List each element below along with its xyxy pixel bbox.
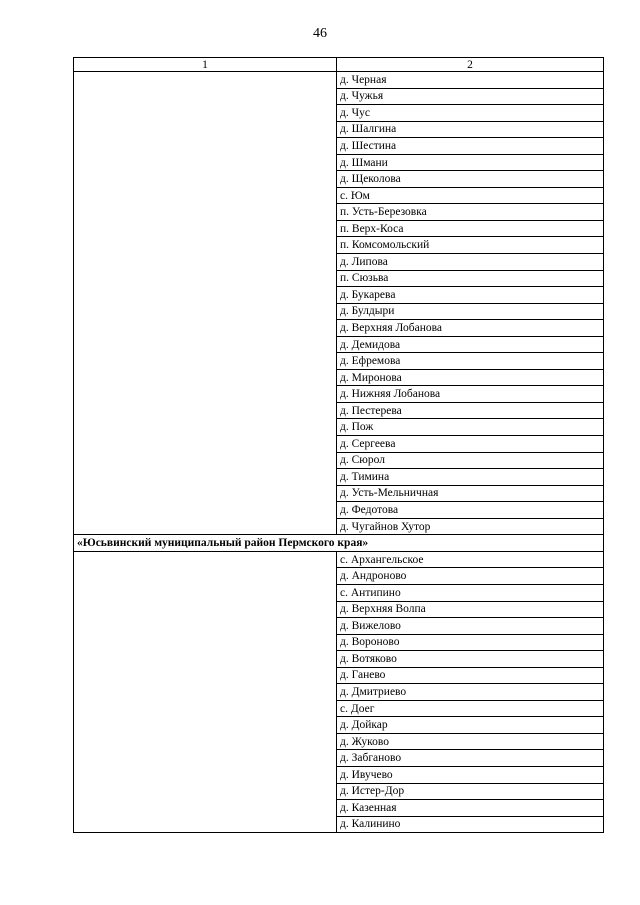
settlement-name: д. Чугайнов Хутор [337,518,604,535]
settlement-name: д. Нижняя Лобанова [337,386,604,403]
settlement-name: д. Сюрол [337,452,604,469]
settlement-name: д. Забганово [337,750,604,767]
settlement-name: д. Истер-Дор [337,783,604,800]
table-row [74,551,604,568]
table-header-row [74,58,604,72]
settlements-table [73,57,604,833]
settlement-name: д. Андроново [337,568,604,585]
settlement-name: д. Миронова [337,369,604,386]
settlement-name: д. Ивучево [337,766,604,783]
settlement-name: с. Антипино [337,584,604,601]
page-number: 46 [313,26,327,41]
settlement-name: д. Ефремова [337,353,604,370]
settlement-name: д. Шалгина [337,121,604,138]
empty-cell [74,72,337,535]
settlement-name: п. Усть-Березовка [337,204,604,221]
settlement-name: с. Юм [337,187,604,204]
settlement-name: с. Доег [337,700,604,717]
settlement-name: д. Щеколова [337,171,604,188]
district-title: «Юсьвинский муниципальный район Пермского края» [74,535,604,552]
settlement-name: д. Дойкар [337,717,604,734]
settlement-name: д. Верхняя Лобанова [337,320,604,337]
district-row [74,535,604,552]
table-body [74,72,604,833]
settlement-name: д. Чужья [337,88,604,105]
settlement-name: д. Вороново [337,634,604,651]
settlement-name: п. Сюзьва [337,270,604,287]
settlement-name: д. Федотова [337,502,604,519]
settlement-name: д. Черная [337,72,604,89]
settlement-name: д. Верхняя Волпа [337,601,604,618]
column-header-1: 1 [74,58,337,72]
settlement-name: д. Липова [337,254,604,271]
column-header-2: 2 [337,58,604,72]
settlement-name: д. Усть-Мельничная [337,485,604,502]
settlement-name: д. Калинино [337,816,604,833]
settlement-name: с. Архангельское [337,551,604,568]
settlement-name: п. Комсомольский [337,237,604,254]
settlement-name: д. Жуково [337,733,604,750]
settlement-name: д. Чус [337,105,604,122]
settlement-name: д. Тимина [337,469,604,486]
settlement-name: д. Вотяково [337,651,604,668]
settlement-name: д. Вижелово [337,618,604,635]
settlement-name: д. Ганево [337,667,604,684]
settlement-name: д. Пож [337,419,604,436]
settlement-name: д. Букарева [337,287,604,304]
settlement-name: д. Пестерева [337,402,604,419]
settlement-name: п. Верх-Коса [337,220,604,237]
settlement-name: д. Сергеева [337,436,604,453]
empty-cell [74,551,337,832]
settlement-name: д. Демидова [337,336,604,353]
settlement-name: д. Дмитриево [337,684,604,701]
table-row [74,72,604,89]
settlement-name: д. Шмани [337,154,604,171]
settlement-name: д. Шестина [337,138,604,155]
settlement-name: д. Казенная [337,800,604,817]
settlement-name: д. Булдыри [337,303,604,320]
